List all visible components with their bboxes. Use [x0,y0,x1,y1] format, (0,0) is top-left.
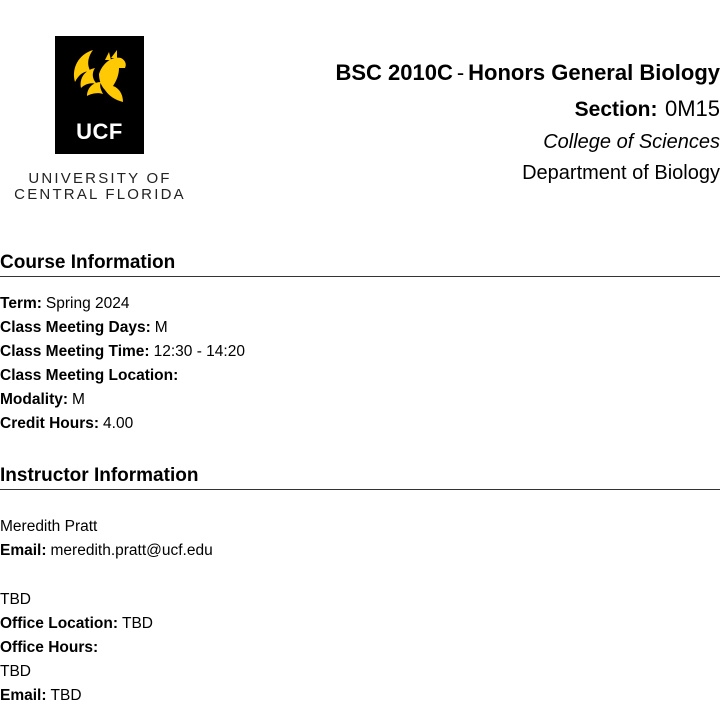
course-name: Honors General Biology [468,60,720,85]
spacer [0,563,720,588]
course-code: BSC 2010C [335,60,453,85]
course-information-list [0,292,720,436]
meeting-time-label: Class Meeting Time: [0,343,150,360]
instructor-email-link[interactable]: meredith.pratt@ucf.edu [50,542,213,559]
logo-square [55,36,144,154]
second-email-row [0,684,720,708]
logo-abbreviation: UCF [76,119,123,144]
meeting-days-value: M [154,319,168,336]
section-label: Section: [574,98,658,121]
second-instructor-name: TBD [0,591,31,608]
section-value: 0M15 [664,96,720,121]
term-label: Term: [0,295,42,312]
logo-text-line1: UNIVERSITY OF [28,170,172,187]
credit-hours-value: 4.00 [103,415,134,432]
course-information-heading: Course Information [0,252,720,277]
college-name: College of Sciences [543,131,720,153]
meeting-days-label: Class Meeting Days: [0,319,151,336]
meeting-location-row [0,364,720,388]
department-name: Department of Biology [522,162,720,184]
instructor-email-row [0,539,720,563]
office-hours-row [0,636,720,660]
course-title [335,60,720,86]
instructor-information-list [0,515,720,708]
ucf-logo [14,36,186,204]
modality-label: Modality: [0,391,69,408]
office-hours-label: Office Hours: [0,639,99,656]
second-email-value: TBD [50,687,82,704]
second-email-label: Email: [0,687,47,704]
instructor-name: Meredith Pratt [0,518,98,535]
meeting-time-value: 12:30 - 14:20 [153,343,245,360]
modality-value: M [72,391,85,408]
office-hours-value: TBD [0,663,31,680]
term-value: Spring 2024 [45,295,130,312]
title-separator: - [456,60,465,85]
meeting-days-row [0,316,720,340]
instructor-information-heading: Instructor Information [0,465,720,490]
office-location-value: TBD [121,615,153,632]
instructor-email-label: Email: [0,542,47,559]
section-line [575,96,720,122]
modality-row [0,388,720,412]
office-location-label: Office Location: [0,615,118,632]
term-row [0,292,720,316]
meeting-time-row [0,340,720,364]
meeting-location-label: Class Meeting Location: [0,367,179,384]
credit-hours-label: Credit Hours: [0,415,100,432]
office-location-row [0,612,720,636]
credit-hours-row [0,412,720,436]
logo-text-line2: CENTRAL FLORIDA [14,186,186,203]
pegasus-icon [69,44,131,112]
